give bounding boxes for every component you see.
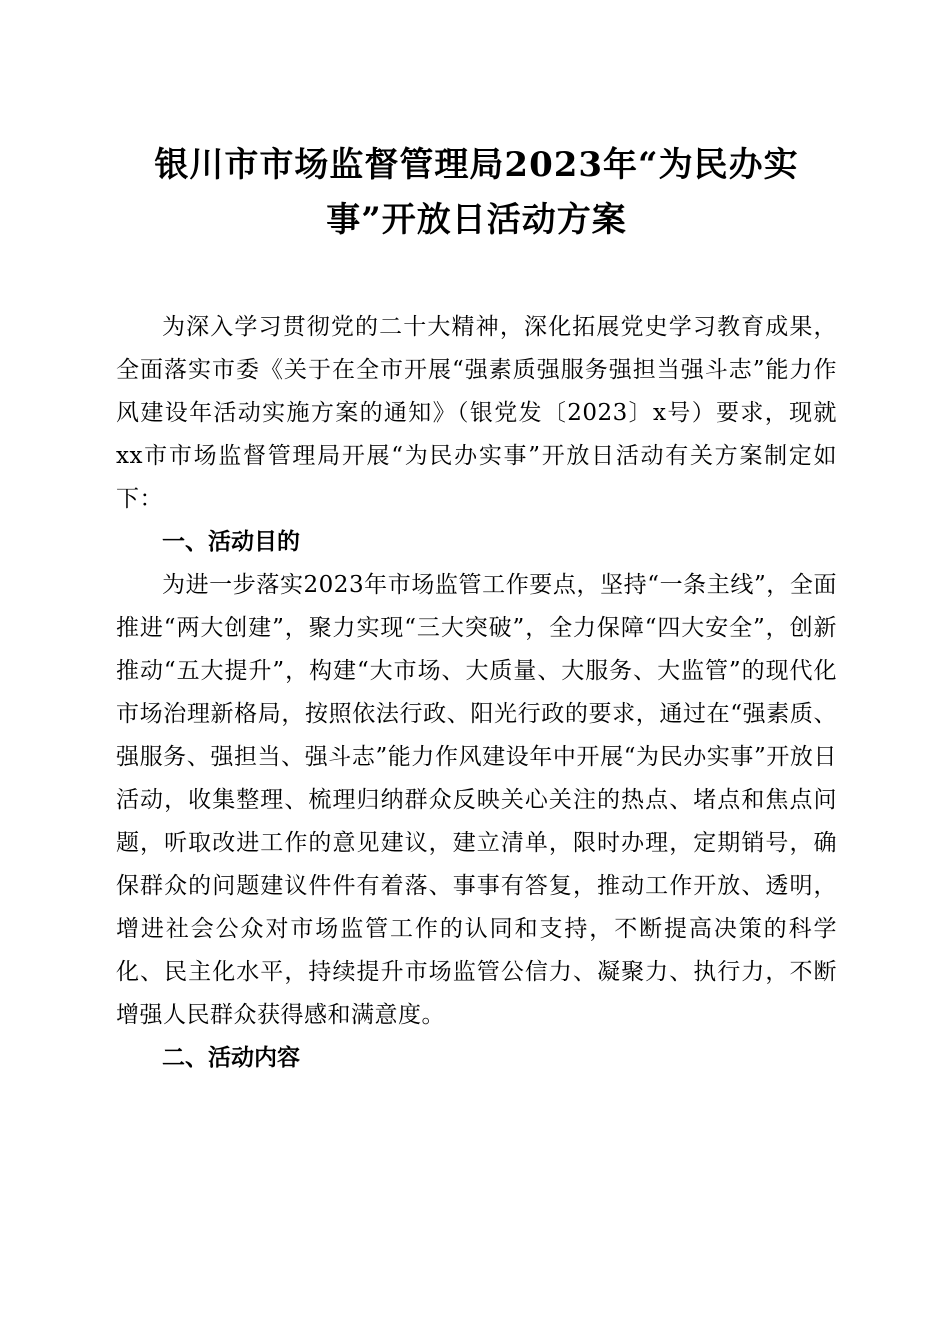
section-heading-activity-content: 二、活动内容 [162,1045,300,1072]
document-title: 银川市市场监督管理局2023年“为民办实事”开放日活动方案 [154,145,799,241]
section-body-activity-purpose: 为进一步落实2023年市场监管工作要点，坚持“一条主线”，全面推进“两大创建”，聚力实现“三大突破”，全力保障“四大安全”，创新推动“五大提升”，构建“大市场、大质量、大服务、大监管”的现代化市场治理新格局，按照依法行政、阳光行政的要求，通过在“强素质、强服务、强担当、强斗志”能力作风建设年中开展“为民办实事”开放日活动，收集整理、梳理归纳群众反映关心关注的热点、堵点和焦点问题，听取改进工作的意见建议，建立清单，限时办理，定期销号，确保群众的问题建议件件有着落、事事有答复，推动工作开放、透明，增进社会公众对市场监管工作的认同和支持，不断提高决策的科学化、民主化水平，持续提升市场监管公信力、凝聚力、执行力，不断增强人民群众获得感和满意度。 [116,572,837,1029]
intro-paragraph: 为深入学习贯彻党的二十大精神，深化拓展党史学习教育成果，全面落实市委《关于在全市开展“强素质强服务强担当强斗志”能力作风建设年活动实施方案的通知》（银党发〔2023〕x号）要求，现就xx市市场监督管理局开展“为民办实事”开放日活动有关方案制定如下： [116,314,837,513]
section-heading-activity-purpose: 一、活动目的 [162,529,300,556]
